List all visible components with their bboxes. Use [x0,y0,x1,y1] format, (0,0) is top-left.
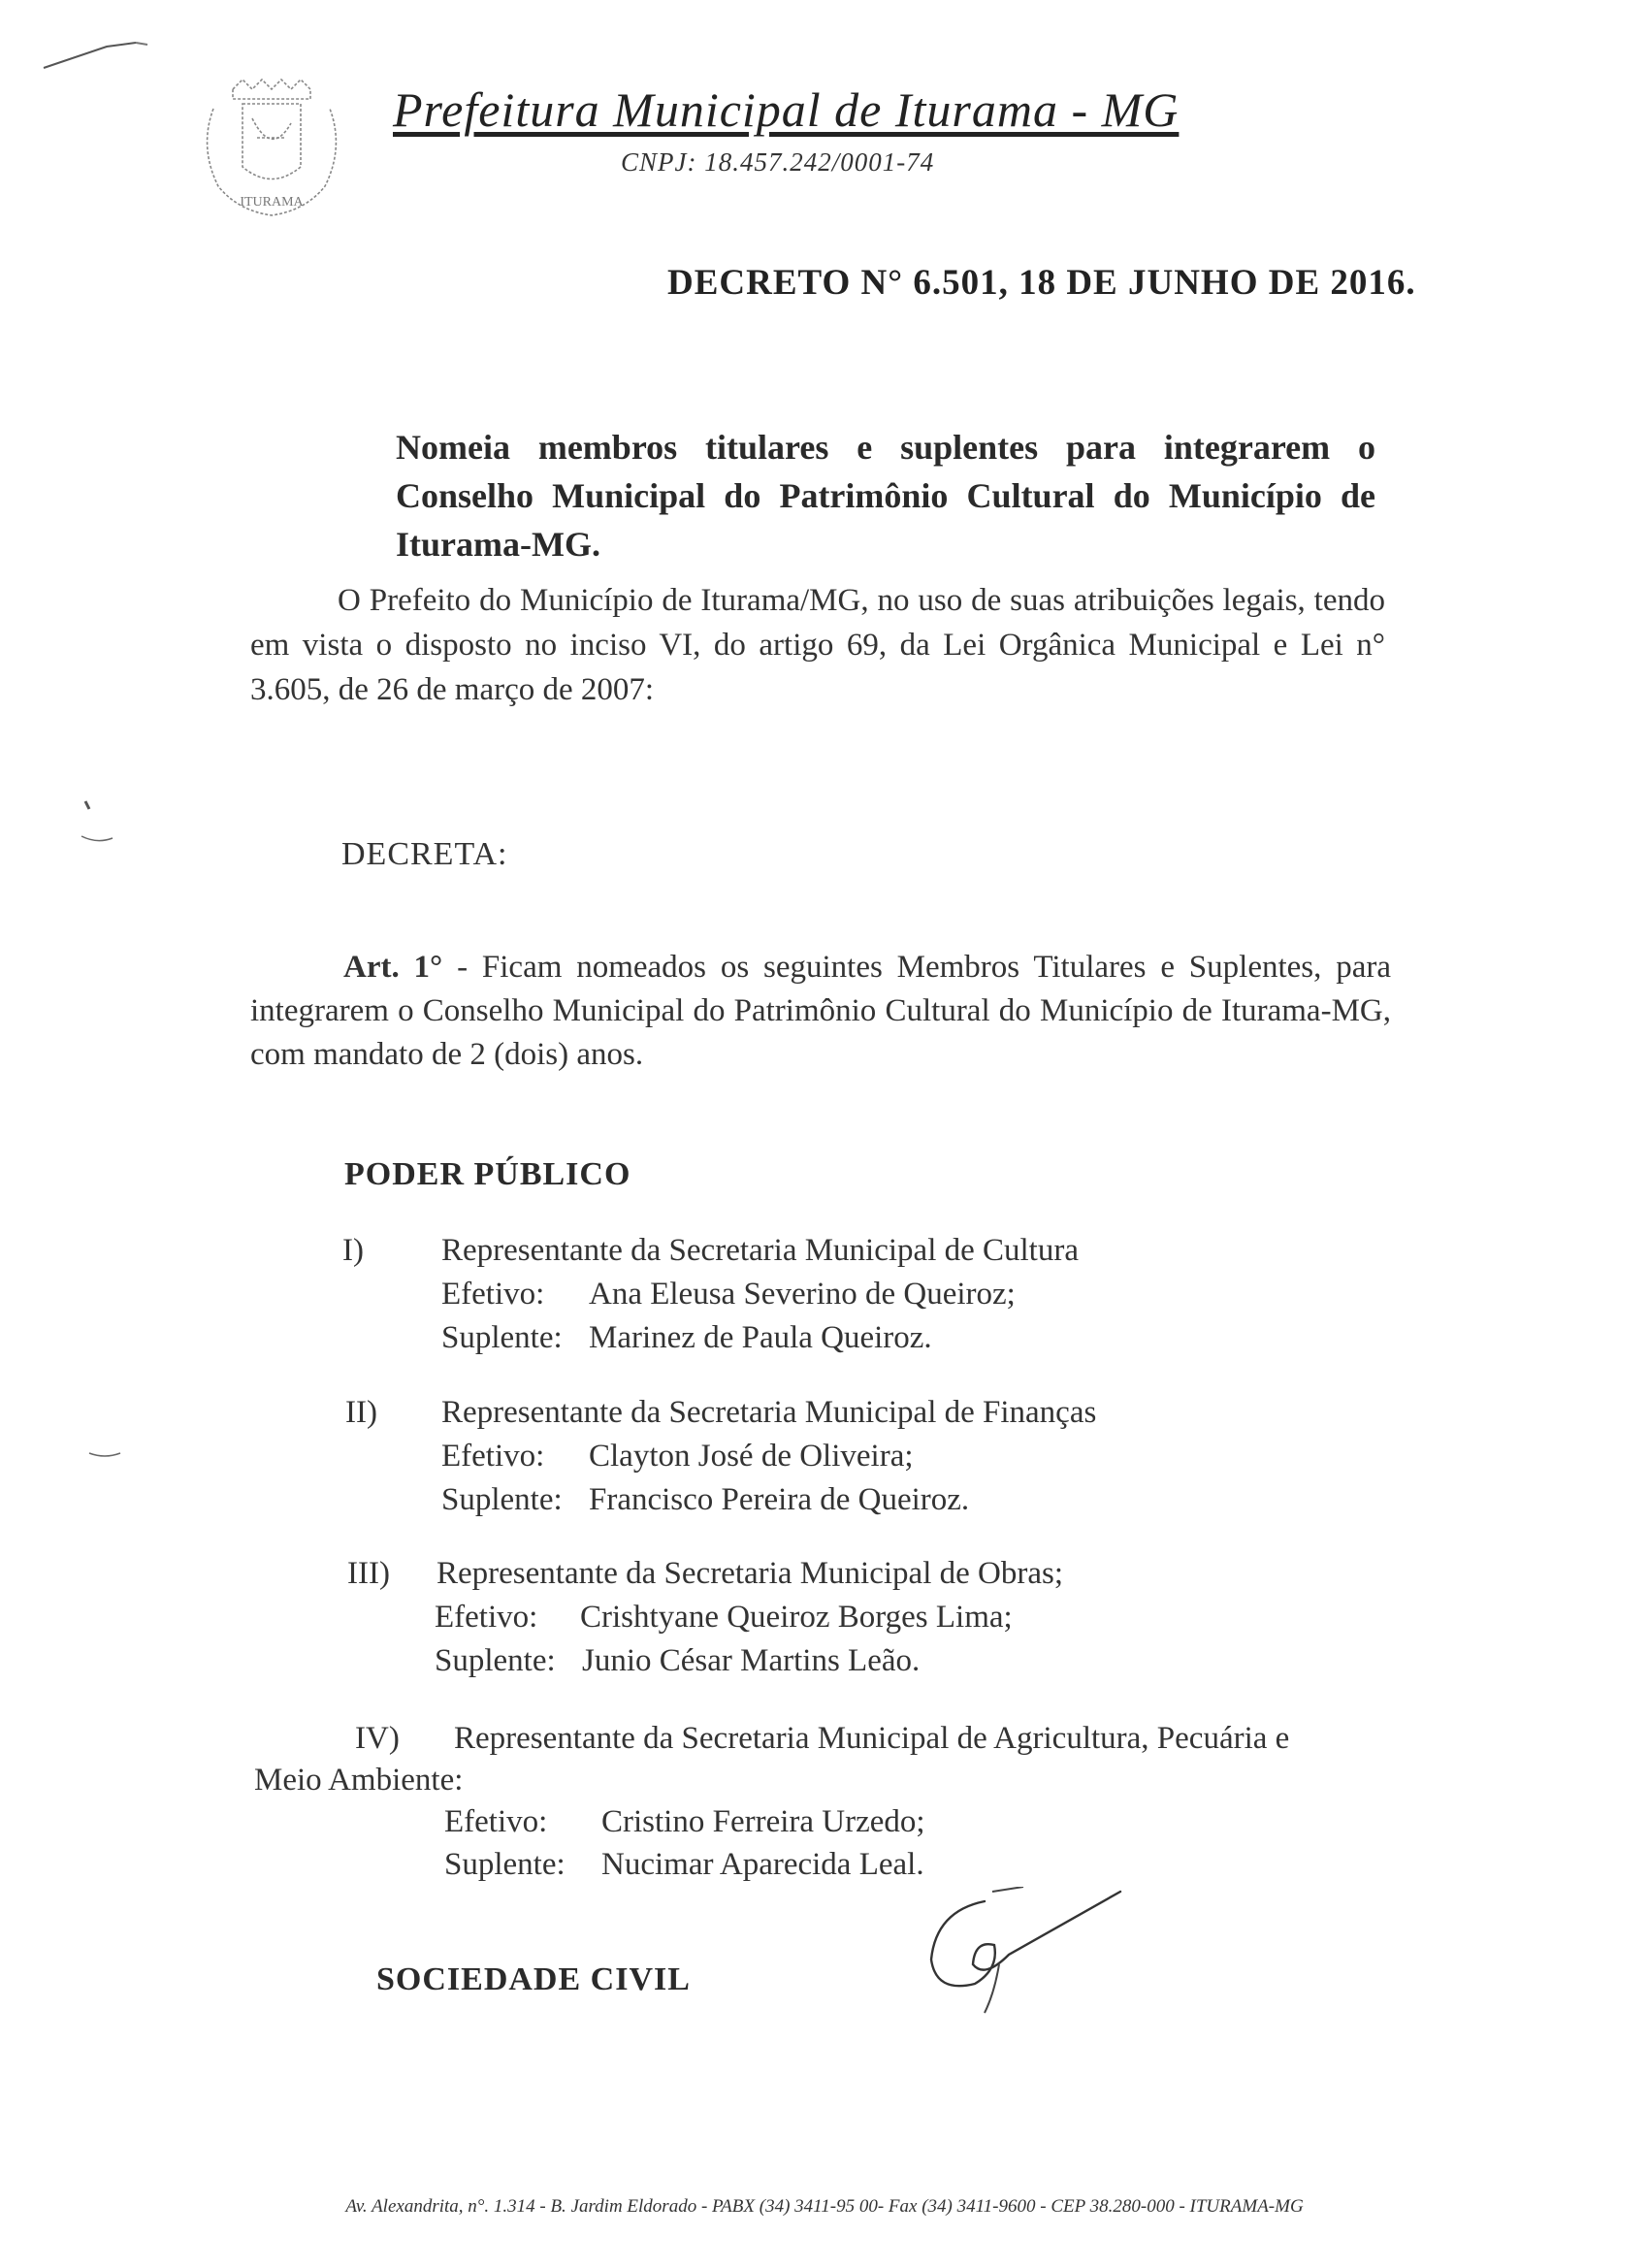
efetivo-label: Efetivo: [441,1277,545,1312]
member-suplente [435,1639,920,1683]
efetivo-label: Efetivo: [441,1439,545,1474]
member-number: II) [345,1395,377,1430]
coat-of-arms-crest [194,70,349,225]
suplente-name: Francisco Pereira de Queiroz. [589,1482,970,1517]
svg-text:ITURAMA: ITURAMA [240,195,304,210]
article-1-text: - Ficam nomeados os seguintes Membros Titulares e Suplentes, para integrarem o Conselho Municipal do Patrimônio Cultural do Município de Iturama-MG, com mandato de 2 (dois) anos. [250,950,1391,1072]
margin-mark [78,795,116,815]
margin-mark [78,832,116,852]
poder-publico-heading: PODER PÚBLICO [344,1156,631,1192]
efetivo-label: Efetivo: [444,1804,548,1839]
efetivo-name: Clayton José de Oliveira; [589,1439,914,1474]
member-representative-continuation: Meio Ambiente: [254,1763,464,1798]
efetivo-label: Efetivo: [435,1600,538,1635]
member-efetivo [441,1435,914,1478]
decree-title: DECRETO N° 6.501, 18 DE JUNHO DE 2016. [667,263,1416,303]
member-representative: Representante da Secretaria Municipal de Agricultura, Pecuária e [454,1721,1290,1756]
member-representative: Representante da Secretaria Municipal de Obras; [436,1556,1063,1591]
efetivo-name: Ana Eleusa Severino de Queiroz; [589,1277,1016,1312]
decree-summary: Nomeia membros titulares e suplentes para integrarem o Conselho Municipal do Patrimônio Cultural do Município de Iturama-MG. [396,428,1375,564]
member-suplente [441,1316,932,1360]
article-1-label: Art. 1° [343,950,443,985]
decreta-heading: DECRETA: [341,836,508,872]
member-representative: Representante da Secretaria Municipal de Cultura [441,1233,1079,1268]
member-suplente [444,1843,924,1887]
footer-address: Av. Alexandrita, n°. 1.314 - B. Jardim Eldorado - PABX (34) 3411-95 00- Fax (34) 3411-9600 - CEP 38.280-000 - ITURAMA-MG [345,2196,1304,2217]
suplente-name: Nucimar Aparecida Leal. [601,1847,924,1882]
margin-mark [85,1445,124,1465]
member-efetivo [441,1273,1016,1316]
efetivo-name: Crishtyane Queiroz Borges Lima; [580,1600,1013,1635]
member-representative: Representante da Secretaria Municipal de Finanças [441,1395,1097,1430]
member-number: III) [347,1556,390,1591]
handwritten-signature [917,1887,1130,2018]
suplente-label: Suplente: [441,1320,563,1355]
efetivo-name: Cristino Ferreira Urzedo; [601,1804,925,1839]
member-efetivo [435,1596,1013,1639]
member-number: IV) [355,1721,400,1756]
sociedade-civil-heading: SOCIEDADE CIVIL [376,1961,691,1997]
article-1 [250,946,1391,1077]
cnpj-line: CNPJ: 18.457.242/0001-74 [621,147,935,177]
decree-preamble: O Prefeito do Município de Iturama/MG, no uso de suas atribuições legais, tendo em vista o disposto no inciso VI, do artigo 69, da Lei Orgânica Municipal e Lei n° 3.605, de 26 de março de 2007: [250,583,1385,707]
member-suplente [441,1478,969,1522]
corner-pen-mark [39,35,155,74]
suplente-label: Suplente: [435,1643,556,1678]
suplente-label: Suplente: [441,1482,563,1517]
suplente-label: Suplente: [444,1847,566,1882]
suplente-name: Junio César Martins Leão. [582,1643,921,1678]
municipality-title: Prefeitura Municipal de Iturama - MG [393,82,1180,137]
suplente-name: Marinez de Paula Queiroz. [589,1320,932,1355]
member-efetivo [444,1800,925,1844]
member-number: I) [342,1233,364,1268]
